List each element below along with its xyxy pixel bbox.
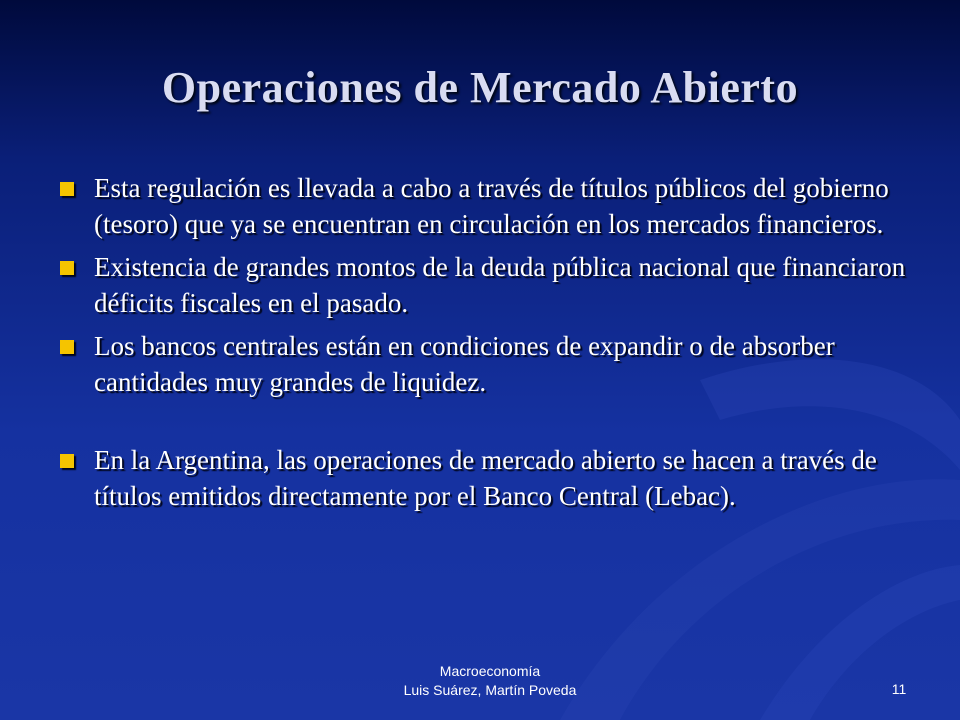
bullet-text: Esta regulación es llevada a cabo a través de títulos públicos del gobierno (tesoro) que ya se encuentran en circulación en los mercados financieros. xyxy=(94,173,889,239)
bullet-list xyxy=(58,170,908,521)
slide-footer xyxy=(340,662,640,700)
square-bullet-icon xyxy=(60,340,74,354)
bullet-item xyxy=(58,442,908,514)
bullet-text: Los bancos centrales están en condiciones de expandir o de absorber cantidades muy grandes de liquidez. xyxy=(94,331,835,397)
slide-title: Operaciones de Mercado Abierto xyxy=(161,63,799,112)
footer-authors: Luis Suárez, Martín Poveda xyxy=(403,682,577,698)
bullet-item xyxy=(58,328,908,400)
bullet-text: Existencia de grandes montos de la deuda pública nacional que financiaron déficits fiscales en el pasado. xyxy=(94,252,906,318)
square-bullet-icon xyxy=(60,182,74,196)
slide-number: 11 xyxy=(891,681,907,697)
footer-course: Macroeconomía xyxy=(439,663,541,679)
bullet-item xyxy=(58,249,908,321)
square-bullet-icon xyxy=(60,454,74,468)
bullet-text: En la Argentina, las operaciones de mercado abierto se hacen a través de títulos emitidos directamente por el Banco Central (Lebac). xyxy=(94,445,877,511)
bullet-item xyxy=(58,170,908,242)
square-bullet-icon xyxy=(60,261,74,275)
